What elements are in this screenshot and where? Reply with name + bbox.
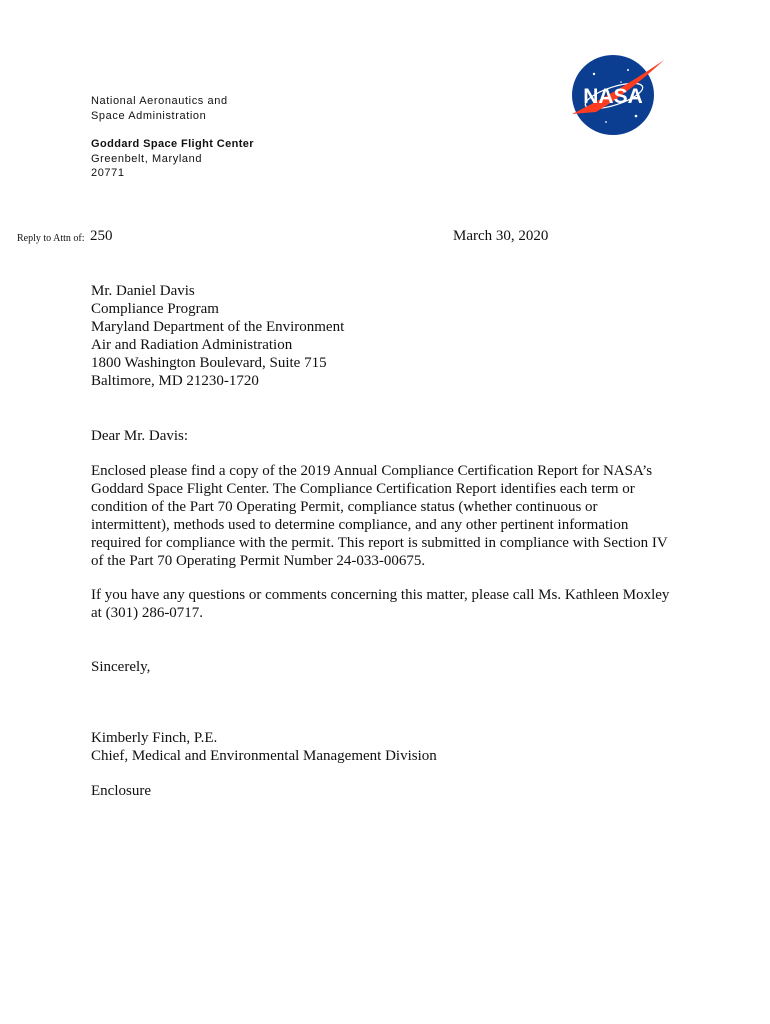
body-paragraph-1 [91, 462, 701, 570]
logo-star [627, 69, 629, 71]
salutation: Dear Mr. Davis: [91, 428, 189, 444]
logo-star [593, 73, 595, 75]
body-paragraph-2 [91, 586, 701, 622]
agency-name-line-2: Space Administration [91, 109, 207, 122]
letter-date: March 30, 2020 [453, 228, 549, 244]
signature-block [91, 729, 437, 765]
logo-star [620, 81, 622, 83]
reply-to-code: 250 [90, 228, 113, 244]
signer-name: Kimberly Finch, P.E. [91, 730, 218, 746]
center-city-state: Greenbelt, Maryland [91, 152, 203, 165]
recipient-street: 1800 Washington Boulevard, Suite 715 [91, 355, 327, 371]
logo-star [605, 121, 607, 123]
letterhead-spacer [91, 123, 254, 137]
signer-title: Chief, Medical and Environmental Management Division [91, 748, 437, 764]
recipient-city: Baltimore, MD 21230-1720 [91, 373, 259, 389]
letterhead [91, 94, 254, 181]
closing: Sincerely, [91, 659, 151, 675]
center-name: Goddard Space Flight Center [91, 138, 254, 150]
paragraph-line: at (301) 286-0717. [91, 605, 204, 621]
logo-wordmark: NASA [583, 85, 643, 108]
paragraph-line: If you have any questions or comments concerning this matter, please call Ms. Kathleen Moxley [91, 587, 670, 603]
paragraph-line: condition of the Part 70 Operating Permit, compliance status (whether continuous or [91, 499, 598, 515]
paragraph-line: intermittent), methods used to determine compliance, and any other pertinent information [91, 517, 629, 533]
recipient-department: Maryland Department of the Environment [91, 319, 345, 335]
recipient-name: Mr. Daniel Davis [91, 283, 195, 299]
center-zip: 20771 [91, 167, 125, 179]
recipient-program: Compliance Program [91, 301, 219, 317]
reply-to-label: Reply to Attn of: [17, 233, 85, 244]
paragraph-line: Enclosed please find a copy of the 2019 Annual Compliance Certification Report for NASA’s [91, 463, 653, 479]
paragraph-line: of the Part 70 Operating Permit Number 24-033-00675. [91, 553, 426, 569]
paragraph-line: Goddard Space Flight Center. The Compliance Certification Report identifies each term or [91, 481, 635, 497]
agency-name-line-1: National Aeronautics and [91, 95, 228, 107]
paragraph-line: required for compliance with the permit. This report is submitted in compliance with Section IV [91, 535, 668, 551]
enclosure-note: Enclosure [91, 783, 151, 799]
logo-star [635, 115, 638, 118]
recipient-address [91, 282, 344, 390]
recipient-administration: Air and Radiation Administration [91, 337, 293, 353]
nasa-meatball-logo-icon [566, 52, 666, 138]
